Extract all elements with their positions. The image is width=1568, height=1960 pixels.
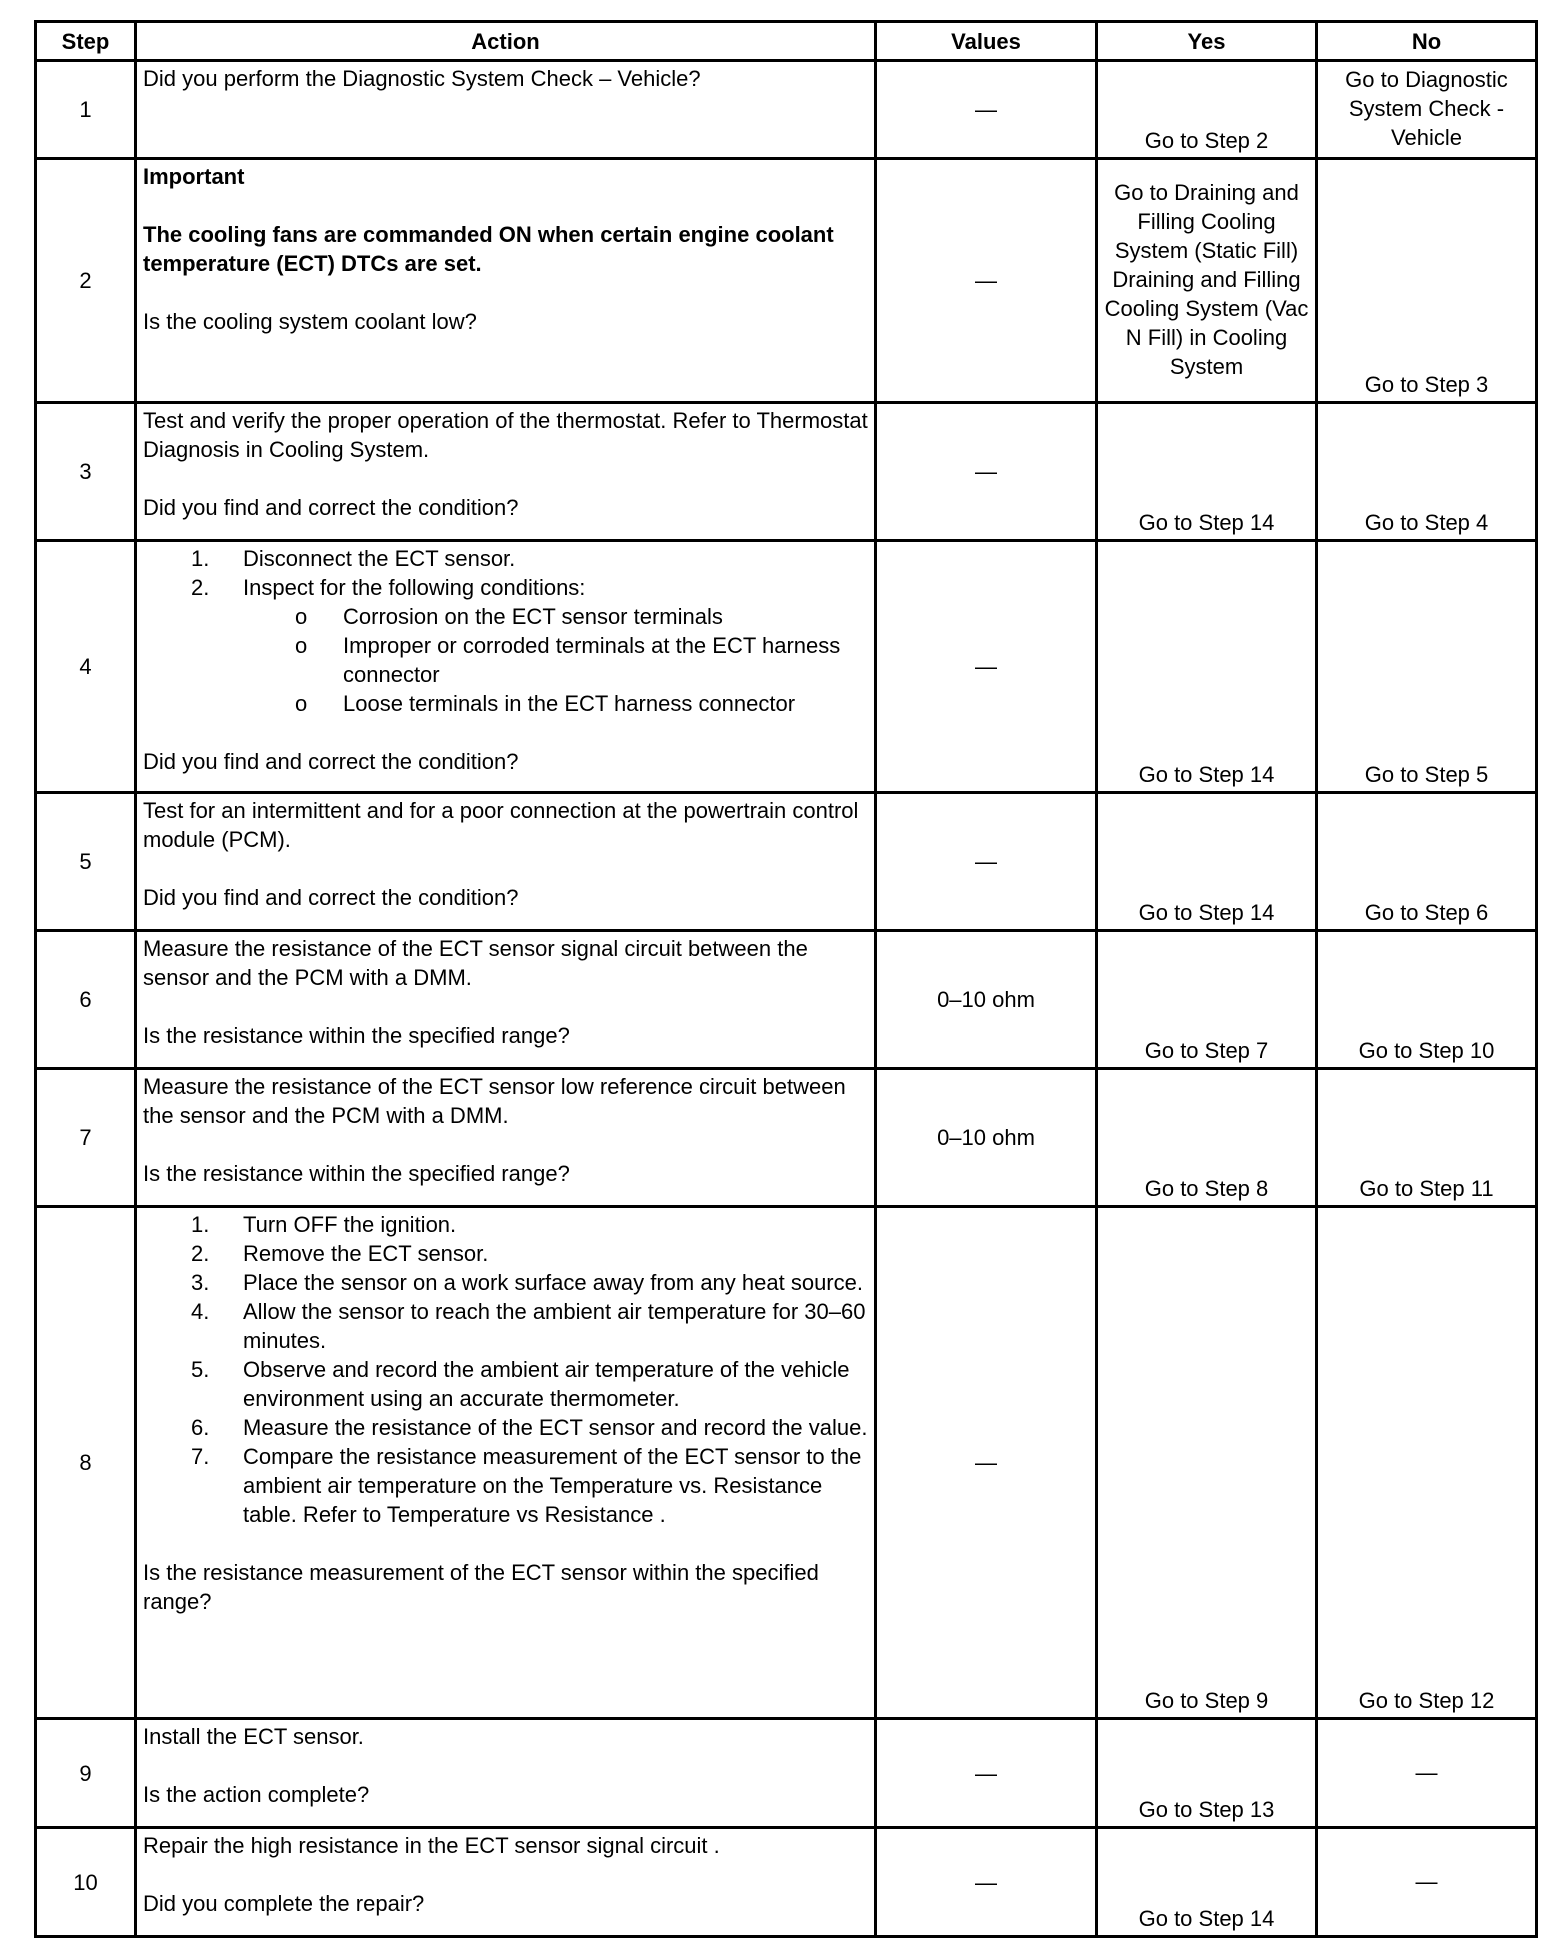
action-text: Did you perform the Diagnostic System Check – Vehicle? bbox=[143, 66, 701, 91]
table-row-step-10 bbox=[36, 1828, 1537, 1937]
step-number: 1 bbox=[36, 61, 136, 159]
list-item bbox=[143, 1413, 868, 1442]
action-cell bbox=[136, 1828, 876, 1937]
action-cell bbox=[136, 1719, 876, 1828]
action-text: Measure the resistance of the ECT sensor low reference circuit between the sensor and the PCM with a DMM. bbox=[143, 1074, 846, 1128]
action-question: Is the resistance within the specified range? bbox=[143, 1161, 570, 1186]
list-text: Inspect for the following conditions: bbox=[243, 575, 586, 600]
step-number: 3 bbox=[36, 403, 136, 541]
yes-cell: Go to Draining and Filling Cooling System (Static Fill) Draining and Filling Cooling System (Vac N Fill) in Cooling System bbox=[1097, 159, 1317, 403]
values-cell: — bbox=[876, 541, 1097, 793]
action-cell bbox=[136, 793, 876, 931]
step-number: 9 bbox=[36, 1719, 136, 1828]
list-number: 6. bbox=[191, 1415, 210, 1440]
list-item bbox=[243, 631, 868, 689]
no-cell: Go to Step 4 bbox=[1317, 403, 1537, 541]
no-cell: Go to Step 11 bbox=[1317, 1069, 1537, 1207]
step-number: 2 bbox=[36, 159, 136, 403]
list-number: 3. bbox=[191, 1270, 210, 1295]
values-cell: — bbox=[876, 1719, 1097, 1828]
table-row-step-1 bbox=[36, 61, 1537, 159]
list-item bbox=[143, 1239, 868, 1268]
list-item bbox=[143, 1210, 868, 1239]
yes-cell: Go to Step 14 bbox=[1097, 1828, 1317, 1937]
action-text: Test for an intermittent and for a poor connection at the powertrain control module (PCM). bbox=[143, 798, 859, 852]
action-cell bbox=[136, 1207, 876, 1719]
action-cell bbox=[136, 541, 876, 793]
list-number: 1. bbox=[191, 1212, 210, 1237]
list-number: 1. bbox=[191, 546, 210, 571]
step-number: 7 bbox=[36, 1069, 136, 1207]
list-text: Disconnect the ECT sensor. bbox=[243, 546, 516, 571]
yes-cell: Go to Step 9 bbox=[1097, 1207, 1317, 1719]
list-number: 2. bbox=[191, 575, 210, 600]
no-cell: Go to Step 5 bbox=[1317, 541, 1537, 793]
action-question: Is the cooling system coolant low? bbox=[143, 309, 477, 334]
action-steps-list bbox=[143, 544, 868, 718]
no-cell: Go to Step 12 bbox=[1317, 1207, 1537, 1719]
important-note: The cooling fans are commanded ON when certain engine coolant temperature (ECT) DTCs are set. bbox=[143, 222, 834, 276]
diagnostic-table bbox=[34, 20, 1538, 1938]
no-cell: Go to Step 10 bbox=[1317, 931, 1537, 1069]
list-text: Remove the ECT sensor. bbox=[243, 1241, 489, 1266]
yes-cell: Go to Step 7 bbox=[1097, 931, 1317, 1069]
no-cell: — bbox=[1317, 1719, 1537, 1828]
important-label: Important bbox=[143, 164, 245, 189]
step-number: 5 bbox=[36, 793, 136, 931]
list-number: 5. bbox=[191, 1357, 210, 1382]
list-item bbox=[143, 1355, 868, 1413]
yes-cell: Go to Step 13 bbox=[1097, 1719, 1317, 1828]
list-text: Turn OFF the ignition. bbox=[243, 1212, 457, 1237]
step-number: 10 bbox=[36, 1828, 136, 1937]
yes-cell: Go to Step 8 bbox=[1097, 1069, 1317, 1207]
action-text: Test and verify the proper operation of the thermostat. Refer to Thermostat Diagnosis in Cooling System. bbox=[143, 408, 868, 462]
action-question: Is the resistance measurement of the ECT sensor within the specified range? bbox=[143, 1560, 819, 1614]
bullet-marker: o bbox=[295, 691, 308, 716]
header-values: Values bbox=[876, 22, 1097, 61]
header-action: Action bbox=[136, 22, 876, 61]
action-text: Repair the high resistance in the ECT sensor signal circuit . bbox=[143, 1833, 720, 1858]
table-row-step-9 bbox=[36, 1719, 1537, 1828]
list-text: Allow the sensor to reach the ambient air temperature for 30–60 minutes. bbox=[243, 1299, 866, 1353]
values-cell: — bbox=[876, 793, 1097, 931]
list-text: Compare the resistance measurement of the ECT sensor to the ambient air temperature on the Temperature vs. Resistance table. Refer to Temperature vs Resistance . bbox=[243, 1444, 862, 1527]
table-row-step-5 bbox=[36, 793, 1537, 931]
list-item bbox=[143, 1297, 868, 1355]
bullet-marker: o bbox=[295, 633, 308, 658]
header-row bbox=[36, 22, 1537, 61]
yes-cell: Go to Step 14 bbox=[1097, 403, 1317, 541]
list-item bbox=[143, 1442, 868, 1529]
values-cell: — bbox=[876, 61, 1097, 159]
list-number: 7. bbox=[191, 1444, 210, 1469]
step-number: 8 bbox=[36, 1207, 136, 1719]
step-number: 6 bbox=[36, 931, 136, 1069]
values-cell: — bbox=[876, 159, 1097, 403]
table-row-step-3 bbox=[36, 403, 1537, 541]
header-yes: Yes bbox=[1097, 22, 1317, 61]
action-cell bbox=[136, 159, 876, 403]
yes-cell: Go to Step 14 bbox=[1097, 793, 1317, 931]
action-text: Measure the resistance of the ECT sensor signal circuit between the sensor and the PCM with a DMM. bbox=[143, 936, 808, 990]
list-item bbox=[243, 689, 868, 718]
action-question: Did you find and correct the condition? bbox=[143, 749, 519, 774]
yes-cell: Go to Step 14 bbox=[1097, 541, 1317, 793]
action-text: Install the ECT sensor. bbox=[143, 1724, 364, 1749]
list-text: Loose terminals in the ECT harness connector bbox=[343, 691, 796, 716]
action-subitems-list bbox=[243, 602, 868, 718]
values-cell: 0–10 ohm bbox=[876, 931, 1097, 1069]
values-cell: — bbox=[876, 1207, 1097, 1719]
action-steps-list bbox=[143, 1210, 868, 1529]
table-row-step-8 bbox=[36, 1207, 1537, 1719]
no-cell: Go to Step 6 bbox=[1317, 793, 1537, 931]
action-question: Is the resistance within the specified range? bbox=[143, 1023, 570, 1048]
action-cell bbox=[136, 61, 876, 159]
list-item bbox=[143, 573, 868, 718]
action-question: Did you complete the repair? bbox=[143, 1891, 425, 1916]
list-item bbox=[143, 1268, 868, 1297]
yes-cell: Go to Step 2 bbox=[1097, 61, 1317, 159]
values-cell: 0–10 ohm bbox=[876, 1069, 1097, 1207]
list-item bbox=[243, 602, 868, 631]
bullet-marker: o bbox=[295, 604, 308, 629]
action-question: Did you find and correct the condition? bbox=[143, 495, 519, 520]
list-item bbox=[143, 544, 868, 573]
table-row-step-7 bbox=[36, 1069, 1537, 1207]
table-row-step-4 bbox=[36, 541, 1537, 793]
list-text: Corrosion on the ECT sensor terminals bbox=[343, 604, 723, 629]
step-number: 4 bbox=[36, 541, 136, 793]
action-question: Is the action complete? bbox=[143, 1782, 370, 1807]
action-question: Did you find and correct the condition? bbox=[143, 885, 519, 910]
list-text: Observe and record the ambient air temperature of the vehicle environment using an accurate thermometer. bbox=[243, 1357, 850, 1411]
header-step: Step bbox=[36, 22, 136, 61]
list-number: 4. bbox=[191, 1299, 210, 1324]
action-cell bbox=[136, 403, 876, 541]
no-cell: Go to Step 3 bbox=[1317, 159, 1537, 403]
values-cell: — bbox=[876, 403, 1097, 541]
table-row-step-6 bbox=[36, 931, 1537, 1069]
list-text: Measure the resistance of the ECT sensor and record the value. bbox=[243, 1415, 868, 1440]
list-text: Place the sensor on a work surface away from any heat source. bbox=[243, 1270, 863, 1295]
table-row-step-2 bbox=[36, 159, 1537, 403]
no-cell: Go to Diagnostic System Check - Vehicle bbox=[1317, 61, 1537, 159]
action-cell bbox=[136, 1069, 876, 1207]
no-cell: — bbox=[1317, 1828, 1537, 1937]
list-text: Improper or corroded terminals at the ECT harness connector bbox=[343, 633, 841, 687]
header-no: No bbox=[1317, 22, 1537, 61]
list-number: 2. bbox=[191, 1241, 210, 1266]
values-cell: — bbox=[876, 1828, 1097, 1937]
action-cell bbox=[136, 931, 876, 1069]
